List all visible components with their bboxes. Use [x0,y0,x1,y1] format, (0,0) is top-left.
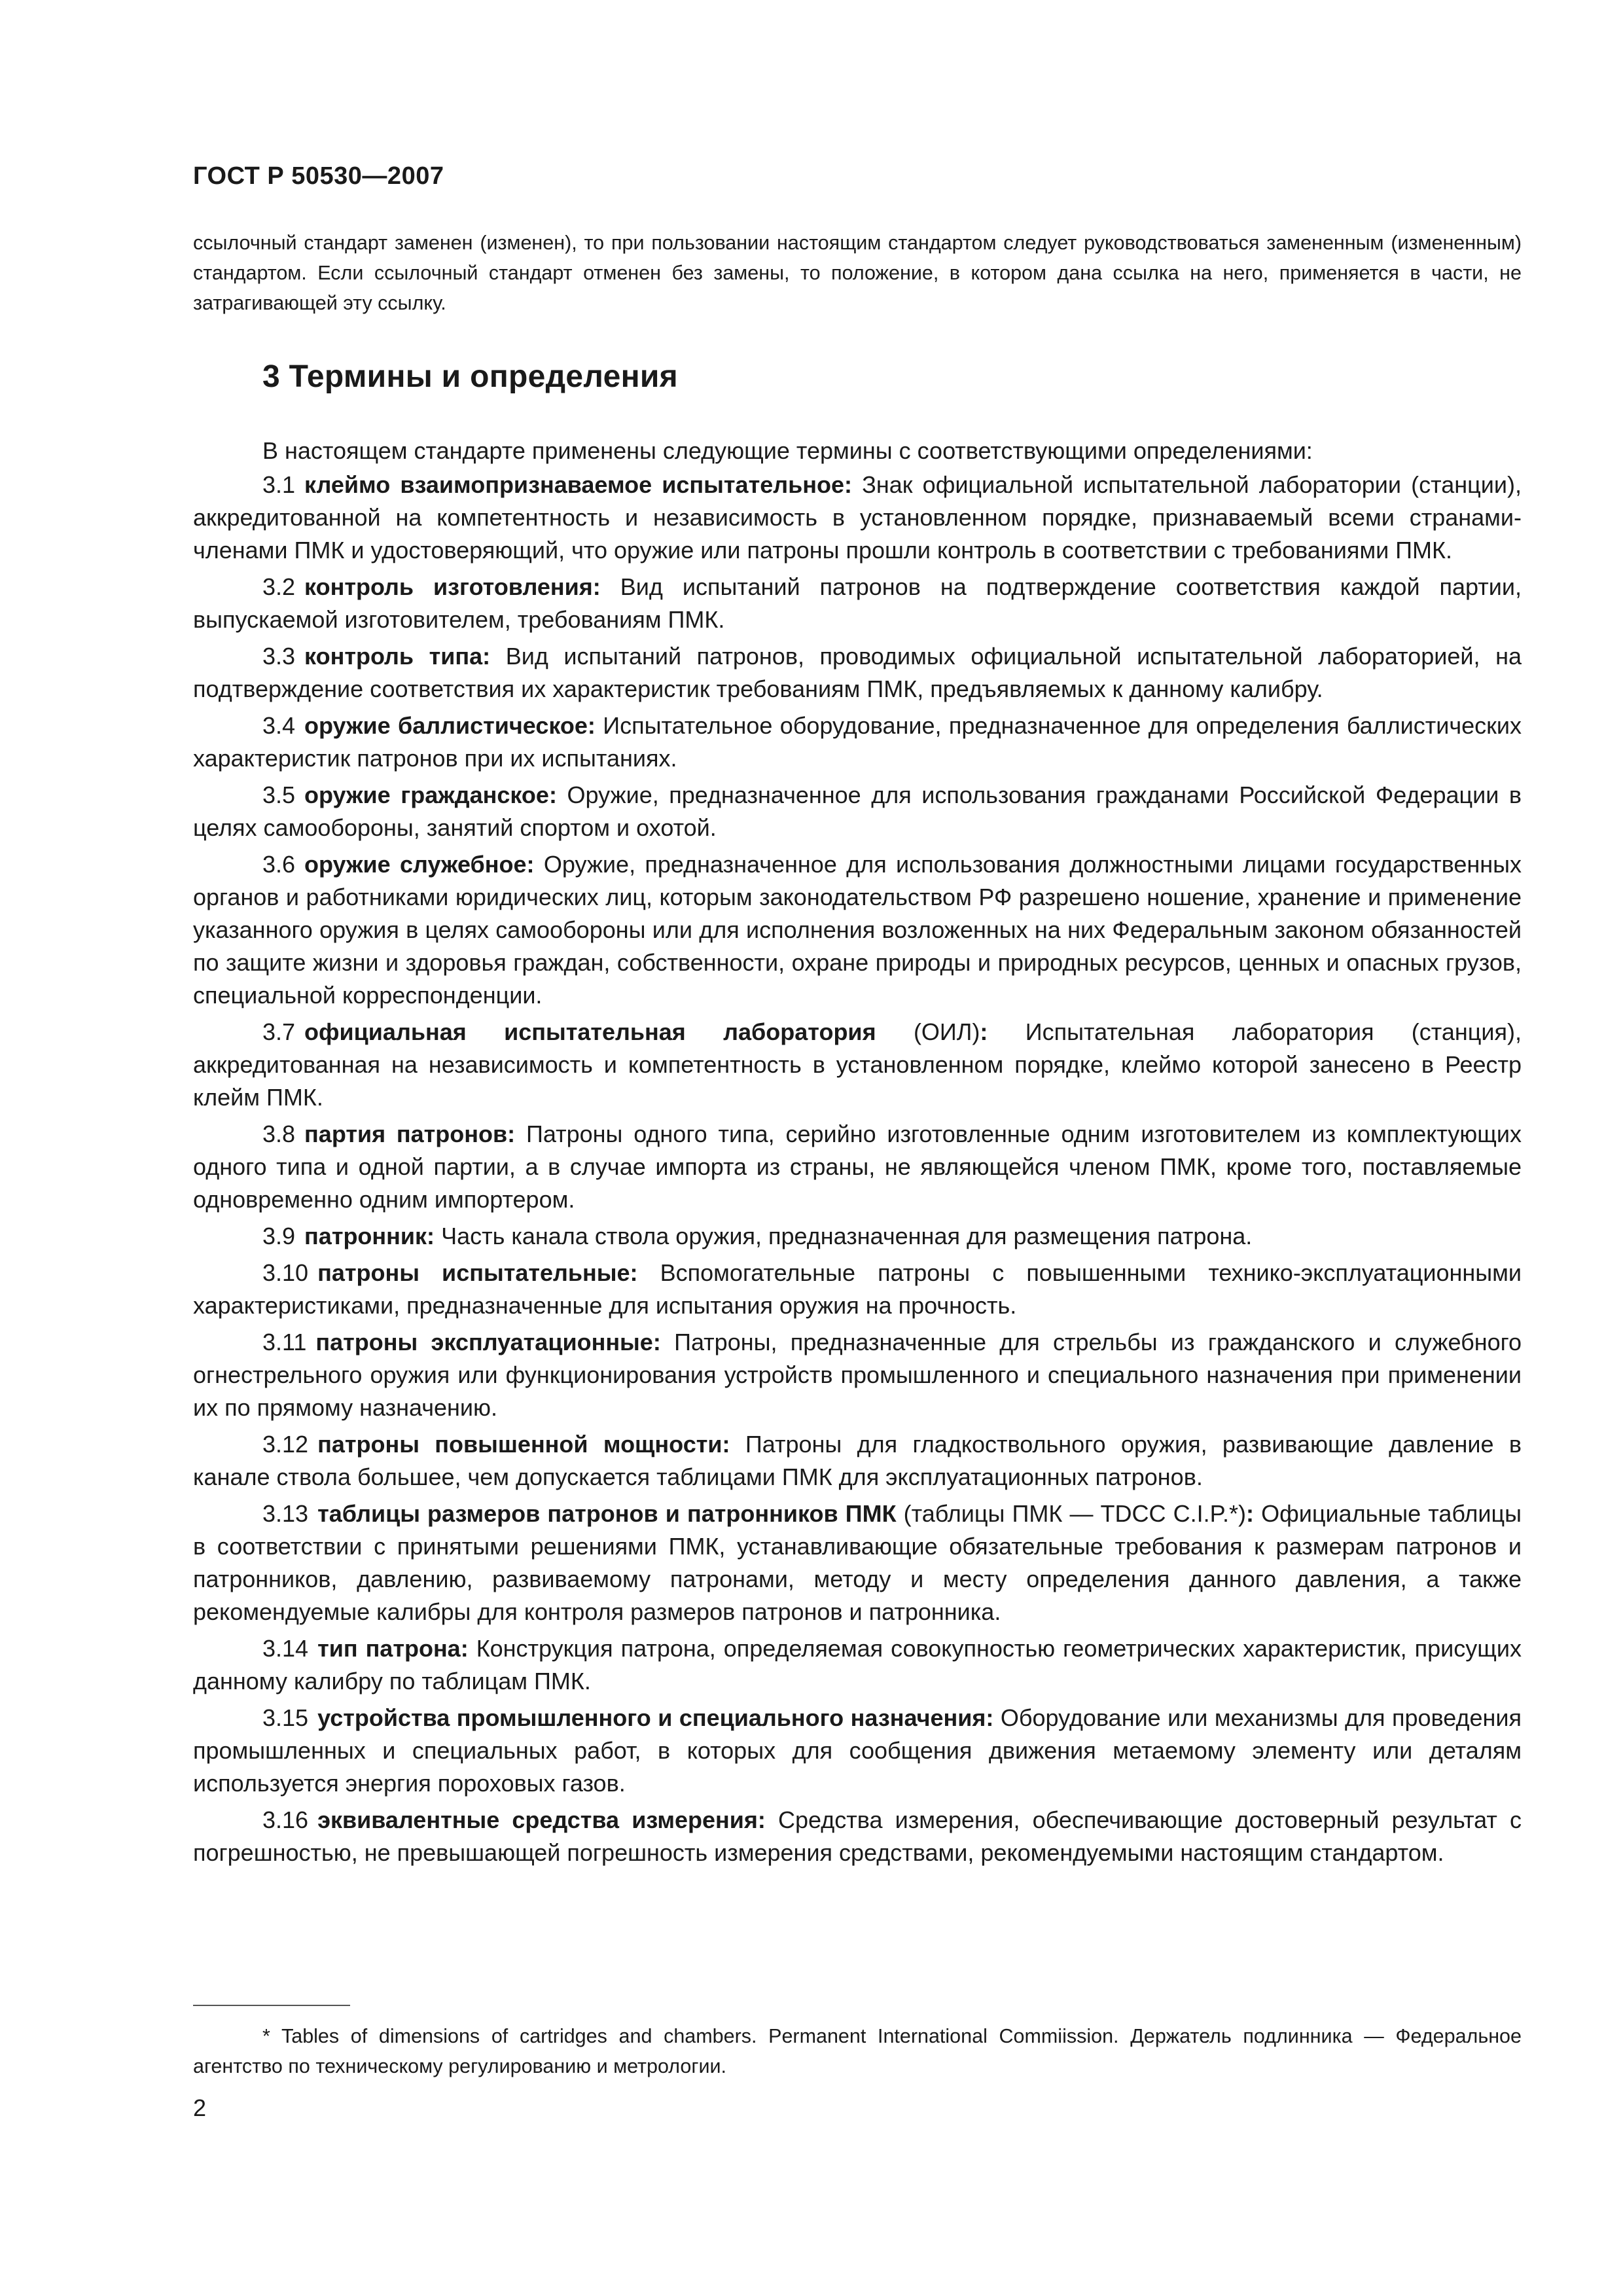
term-number: 3.10 [262,1259,309,1286]
term-entry [193,571,1522,636]
term-entry [193,1804,1522,1869]
term-colon: : [980,1018,988,1045]
term-definition: Знак официальной испытательной лаборатории (станции), аккредитованной на компетентность и независимость в установленном порядке, признаваемый всеми странами-членами ПМК и удостоверяющий, что оружие или патроны прошли контроль в соответствии с требованиями ПМК. [193,471,1522,564]
term-number: 3.5 [262,781,296,808]
term-number: 3.11 [262,1329,307,1355]
term-number: 3.4 [262,712,296,739]
term-definition: Средства измерения, обеспечивающие достоверный результат с погрешностью, не превышающей погрешность измерения средствами, рекомендуемыми настоящим стандартом. [193,1806,1522,1866]
term-name: таблицы размеров патронов и патронников ПМК [317,1500,897,1527]
term-entry [193,848,1522,1012]
term-definition: Оружие, предназначенное для использования должностными лицами государственных органов и работниками юридических лиц, которым законодательством РФ разрешено ношение, хранение и применение указанного оружия в целях самообороны или для исполнения возложенных на них Федеральным законом обязанностей по защите жизни и здоровья граждан, собственности, охране природы и природных ресурсов, ценных и опасных грузов, специальной корреспонденции. [193,851,1522,1009]
term-name: контроль изготовления: [304,573,601,600]
term-entry [193,1326,1522,1424]
term-entry [193,1632,1522,1698]
intro-paragraph: ссылочный стандарт заменен (изменен), то при пользовании настоящим стандартом следует руководствоваться замененным (измененным) стандартом. Если ссылочный стандарт отменен без замены, то положение, в котором дана ссылка на него, применяется в части, не затрагивающей эту ссылку. [193,232,1522,314]
term-name: патроны эксплуатационные: [315,1329,661,1355]
term-definition: Часть канала ствола оружия, предназначенная для размещения патрона. [441,1223,1253,1249]
term-name: оружие баллистическое: [304,712,596,739]
term-entry [193,1702,1522,1800]
document-code: ГОСТ Р 50530—2007 [193,162,444,190]
term-definition: Вид испытаний патронов, проводимых официальной испытательной лабораторией, на подтверждение соответствия их характеристик требованиям ПМК, предъявляемых к данному калибру. [193,643,1522,702]
term-number: 3.1 [262,471,296,498]
footnote-divider [193,2005,350,2006]
term-entry [193,1220,1522,1253]
term-definition: Вид испытаний патронов на подтверждение соответствия каждой партии, выпускаемой изготовителем, требованиям ПМК. [193,573,1522,633]
page-number: 2 [193,2094,207,2121]
term-name: официальная испытательная лаборатория [304,1018,876,1045]
term-number: 3.7 [262,1018,296,1045]
term-entry [193,779,1522,844]
term-number: 3.15 [262,1704,309,1731]
term-definition: Оружие, предназначенное для использования гражданами Российской Федерации в целях самообороны, занятий спортом и охотой. [193,781,1522,841]
term-name: контроль типа: [304,643,491,670]
term-name: патроны испытательные: [317,1259,638,1286]
term-definition: Официальные таблицы в соответствии с принятыми решениями ПМК, устанавливающие обязательные требования к размерам патронов и патронников, давлению, развиваемому патронами, методу и месту определения данного давления, а также рекомендуемые калибры для контроля размеров патронов и патронника. [193,1500,1522,1625]
term-name: патронник: [304,1223,435,1249]
term-name: эквивалентные средства измерения: [317,1806,766,1833]
term-definition: Оборудование или механизмы для проведения промышленных и специальных работ, в которых для сообщения движения метаемому элементу или деталям используется энергия пороховых газов. [193,1704,1522,1797]
term-abbreviation: (таблицы ПМК — TDCC C.I.P.*) [896,1500,1247,1527]
terms-lead: В настоящем стандарте применены следующие термины с соответствующими определениями: [262,437,1313,464]
term-entry [193,1257,1522,1322]
term-definition: Патроны для гладкоствольного оружия, развивающие давление в канале ствола большее, чем допускается таблицами ПМК для эксплуатационных патронов. [193,1431,1522,1490]
terms-list [193,435,1522,1873]
term-entry [193,709,1522,775]
term-entry [193,1428,1522,1494]
term-definition: Испытательное оборудование, предназначенное для определения баллистических характеристик патронов при их испытаниях. [193,712,1522,772]
term-number: 3.2 [262,573,296,600]
term-name: патроны повышенной мощности: [317,1431,730,1458]
term-entry [193,640,1522,706]
term-number: 3.14 [262,1635,309,1662]
term-number: 3.3 [262,643,296,670]
term-definition: Патроны, предназначенные для стрельбы из гражданского и служебного огнестрельного оружия или функционирования устройств промышленного и специального назначения при применении их по прямому назначению. [193,1329,1522,1421]
term-entry [193,1118,1522,1216]
term-entry [193,469,1522,567]
term-definition: Конструкция патрона, определяемая совокупностью геометрических характеристик, присущих данному калибру по таблицам ПМК. [193,1635,1522,1695]
term-name: тип патрона: [317,1635,469,1662]
term-entry [193,1016,1522,1114]
term-number: 3.6 [262,851,296,878]
term-name: оружие служебное: [304,851,535,878]
term-number: 3.16 [262,1806,309,1833]
term-definition: Вспомогательные патроны с повышенными технико-эксплуатационными характеристиками, предназначенные для испытания оружия на прочность. [193,1259,1522,1319]
term-definition: Патроны одного типа, серийно изготовленные одним изготовителем из комплектующих одного типа и одной партии, а в случае импорта из страны, не являющейся членом ПМК, кроме того, поставляемые одновременно одним импортером. [193,1121,1522,1213]
term-definition: Испытательная лаборатория (станция), аккредитованная на независимость и компетентность в установленном порядке, клеймо которой занесено в Реестр клейм ПМК. [193,1018,1522,1111]
footnote: * Tables of dimensions of cartridges and chambers. Permanent International Commiission. Держатель подлинника — Федеральное агентство по техническому регулированию и метрологии. [193,2025,1522,2077]
section-title: 3 Термины и определения [262,359,678,394]
term-name: партия патронов: [304,1121,516,1147]
term-number: 3.13 [262,1500,309,1527]
term-number: 3.12 [262,1431,309,1458]
term-number: 3.8 [262,1121,296,1147]
term-name: устройства промышленного и специального назначения: [317,1704,994,1731]
term-entry [193,1498,1522,1628]
term-name: оружие гражданское: [304,781,557,808]
term-abbreviation: (ОИЛ) [876,1018,980,1045]
term-number: 3.9 [262,1223,296,1249]
term-colon: : [1246,1500,1255,1527]
term-name: клеймо взаимопризнаваемое испытательное: [304,471,852,498]
document-page [193,0,1522,2296]
